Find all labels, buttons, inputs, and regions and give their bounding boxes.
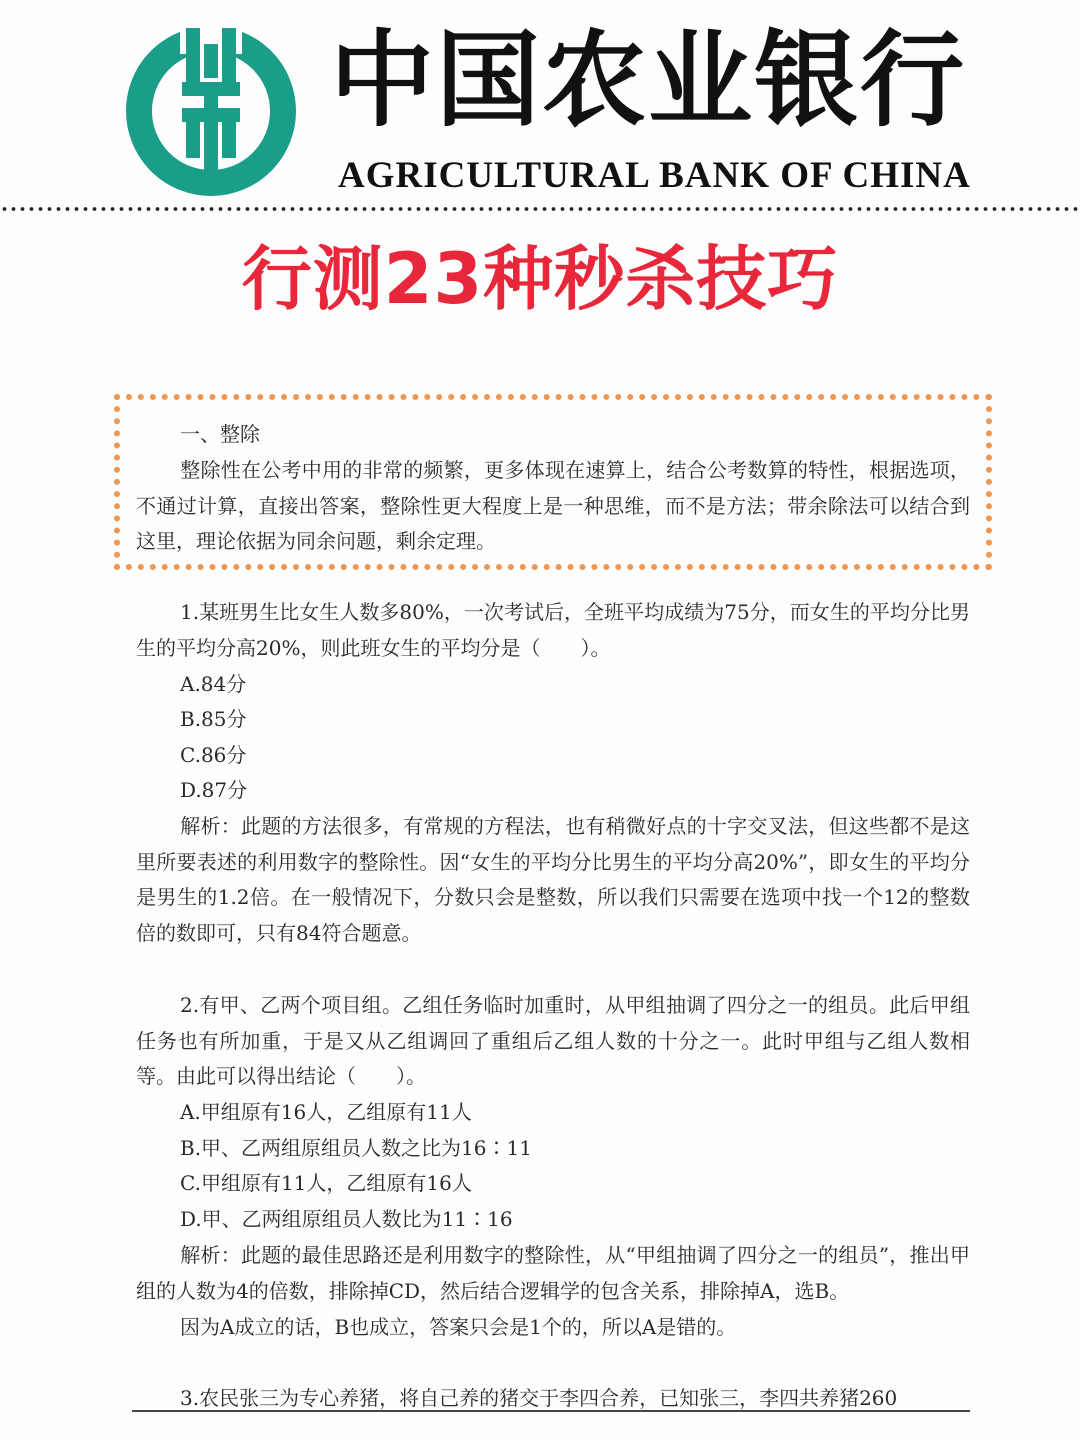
abc-bank-logo-icon (124, 24, 298, 198)
bottom-rule (132, 1410, 970, 1412)
bank-name-english: AGRICULTURAL BANK OF CHINA (338, 155, 971, 196)
q1-stem (136, 595, 970, 666)
q2-option-b: B.甲、乙两组原组员人数之比为16∶11 (180, 1136, 532, 1160)
q1-option-c: C.86分 (180, 743, 247, 767)
q3-stem: 3.农民张三为专心养猪，将自己养的猪交于李四合养，已知张三，李四共养猪260 (180, 1386, 898, 1410)
dotted-divider (0, 205, 1080, 213)
q2-analysis (136, 1238, 970, 1309)
q1-option-a: A.84分 (180, 672, 247, 696)
q2-analysis-text: 解析：此题的最佳思路还是利用数字的整除性，从“甲组抽调了四分之一的组员”，推出甲组的人数为4的倍数，排除掉CD，然后结合逻辑学的包含关系，排除掉A，选B。 (136, 1243, 970, 1303)
q2-option-c: C.甲组原有11人，乙组原有16人 (180, 1171, 472, 1195)
q2-option-a: A.甲组原有16人，乙组原有11人 (180, 1100, 472, 1124)
q1-option-b: B.85分 (180, 707, 247, 731)
q1-analysis (136, 809, 970, 951)
page-title: 行测23种秒杀技巧 (241, 238, 839, 320)
q2-option-d: D.甲、乙两组原组员人数比为11∶16 (180, 1207, 513, 1231)
q2-analysis-note: 因为A成立的话，B也成立，答案只会是1个的，所以A是错的。 (180, 1315, 737, 1339)
intro-body-text: 整除性在公考中用的非常的频繁，更多体现在速算上，结合公考数算的特性，根据选项，不通过计算，直接出答案，整除性更大程度上是一种思维，而不是方法；带余除法可以结合到这里，理论依据为同余问题，剩余定理。 (136, 458, 970, 553)
q2-stem (136, 988, 970, 1095)
intro-body (136, 453, 970, 560)
q1-option-d: D.87分 (180, 778, 248, 802)
q1-analysis-text: 解析：此题的方法很多，有常规的方程法，也有稍微好点的十字交叉法，但这些都不是这里所要表述的利用数字的整除性。因“女生的平均分比男生的平均分高20%”，即女生的平均分是男生的1.2倍。在一般情况下，分数只会是整数，所以我们只需要在选项中找一个12的整数倍的数即可，只有84符合题意。 (136, 814, 970, 945)
q2-stem-text: 2.有甲、乙两个项目组。乙组任务临时加重时，从甲组抽调了四分之一的组员。此后甲组任务也有所加重，于是又从乙组调回了重组后乙组人数的十分之一。此时甲组与乙组人数相等。由此可以得出结论（ ）。 (136, 993, 970, 1088)
bank-name-chinese: 中国农业银行 (330, 19, 967, 141)
q1-stem-text: 1.某班男生比女生人数多80%，一次考试后，全班平均成绩为75分，而女生的平均分比男生的平均分高20%，则此班女生的平均分是（ ）。 (136, 600, 970, 660)
intro-heading: 一、整除 (180, 422, 260, 446)
